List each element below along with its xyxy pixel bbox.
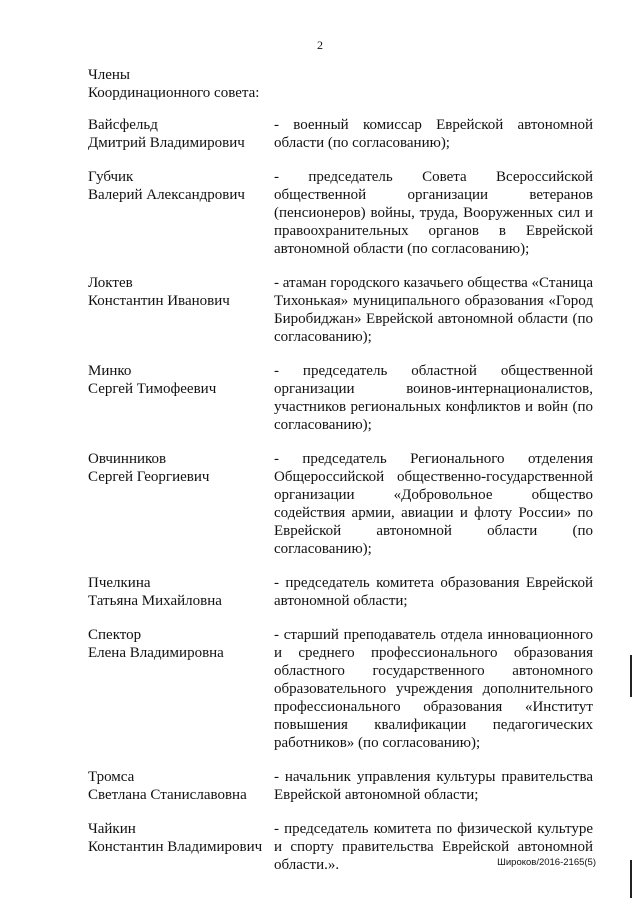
member-description: - начальник управления культуры правительства Еврейской автономной области; (274, 769, 593, 803)
member-given-name: Сергей Тимофеевич (88, 381, 217, 397)
member-name (88, 450, 274, 558)
member-given-name: Татьяна Михайловна (88, 593, 222, 609)
member-surname: Пчелкина (88, 575, 151, 591)
member-entry (88, 274, 593, 346)
member-given-name: Константин Владимирович (88, 839, 263, 855)
scan-edge-mark (630, 655, 632, 697)
heading-line-2: Координационного совета: (88, 85, 260, 101)
member-description: - председатель Совета Всероссийской общественной организации ветеранов (пенсионеров) войны, труда, Вооруженных сил и правоохранительных органов в Еврейской автономной области (по согласованию); (274, 169, 593, 257)
member-entry (88, 116, 593, 152)
member-description: - военный комиссар Еврейской автономной области (по согласованию); (274, 117, 593, 151)
member-description: - председатель комитета по физической культуре и спорту правительства Еврейской автономной области.». (274, 821, 593, 873)
member-surname: Овчинников (88, 451, 167, 467)
member-description: - председатель областной общественной организации воинов-интернационалистов, участников региональных конфликтов и войн (по согласованию); (274, 363, 593, 433)
member-name (88, 820, 274, 874)
member-entry (88, 626, 593, 752)
member-description: - председатель комитета образования Еврейской автономной области; (274, 575, 593, 609)
member-description: - атаман городского казачьего общества «Станица Тихонькая» муниципального образования «Город Биробиджан» Еврейской автономной области (по согласованию); (274, 275, 593, 345)
member-surname: Тромса (88, 769, 135, 785)
member-given-name: Елена Владимировна (88, 645, 224, 661)
member-name (88, 116, 274, 152)
document-reference: Широков/2016-2165(5) (497, 857, 596, 868)
member-name (88, 362, 274, 434)
member-entry (88, 574, 593, 610)
member-name (88, 574, 274, 610)
member-entry (88, 450, 593, 558)
member-given-name: Светлана Станиславовна (88, 787, 247, 803)
member-entry (88, 768, 593, 804)
member-surname: Вайсфельд (88, 117, 158, 133)
member-entry (88, 362, 593, 434)
member-surname: Минко (88, 363, 132, 379)
member-given-name: Валерий Александрович (88, 187, 245, 203)
member-description: - председатель Регионального отделения Общероссийской общественно-государственной организации «Добровольное общество содействия армии, авиации и флоту России» по Еврейской автономной области (по согласованию); (274, 451, 593, 557)
member-given-name: Дмитрий Владимирович (88, 135, 245, 151)
member-name (88, 626, 274, 752)
member-given-name: Сергей Георгиевич (88, 469, 210, 485)
heading-line-1: Члены (88, 67, 130, 83)
member-name (88, 168, 274, 258)
scan-edge-mark (630, 860, 632, 898)
members-list (88, 116, 593, 890)
member-surname: Локтев (88, 275, 133, 291)
member-description: - старший преподаватель отдела инновационного и среднего профессионального образования областного государственного автономного образовательного учреждения дополнительного профессионального образования «Институт повышения квалификации педагогических работников» (по согласованию); (274, 627, 593, 751)
member-surname: Чайкин (88, 821, 136, 837)
member-name (88, 274, 274, 346)
member-entry (88, 168, 593, 258)
member-given-name: Константин Иванович (88, 293, 230, 309)
member-name (88, 768, 274, 804)
page-number: 2 (317, 38, 323, 52)
member-surname: Спектор (88, 627, 142, 643)
section-heading (88, 66, 259, 102)
member-surname: Губчик (88, 169, 134, 185)
